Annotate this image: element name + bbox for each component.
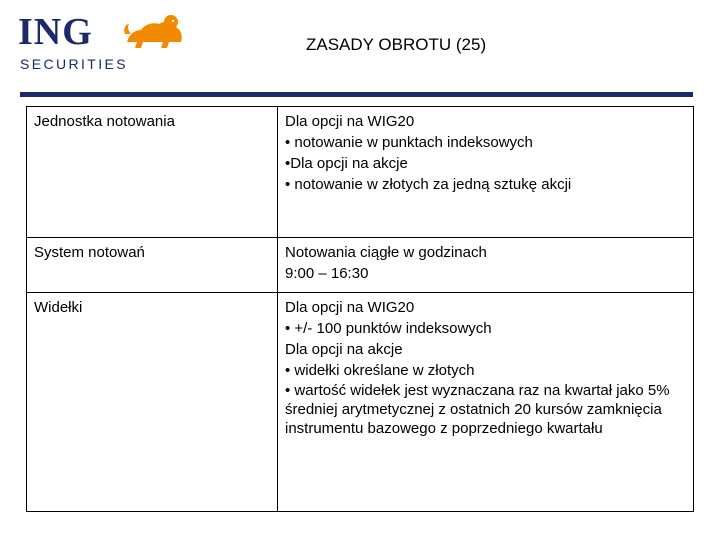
row-label: System notowań <box>27 238 278 293</box>
table-row <box>27 238 694 293</box>
value-line: •Dla opcji na akcje <box>285 155 408 172</box>
logo-brand: ING <box>18 11 93 53</box>
rules-table <box>26 106 694 512</box>
ing-securities-logo <box>18 12 178 72</box>
value-line: Dla opcji na akcje <box>285 341 403 358</box>
value-line: 9:00 – 16:30 <box>285 265 369 282</box>
lion-icon <box>123 12 185 48</box>
header-divider <box>20 92 693 97</box>
table-row <box>27 107 694 238</box>
value-line: • widełki określane w złotych <box>285 362 475 379</box>
row-value <box>278 107 694 238</box>
page-title: ZASADY OBROTU (25) <box>306 35 487 54</box>
table-row <box>27 293 694 512</box>
value-paragraph: • wartość widełek jest wyznaczana raz na kwartał jako 5% średniej arytmetycznej z ostatnich 20 kursów zamknięcia instrumentu bazowego z poprzedniego kwartału <box>285 382 670 437</box>
row-label: Widełki <box>27 293 278 512</box>
row-value <box>278 293 694 512</box>
value-line: Dla opcji na WIG20 <box>285 113 415 130</box>
logo-subtitle: SECURITIES <box>20 56 129 72</box>
value-line: • +/- 100 punktów indeksowych <box>285 320 492 337</box>
value-line: Notowania ciągłe w godzinach <box>285 244 487 261</box>
value-line: • notowanie w złotych za jedną sztukę akcji <box>285 176 572 193</box>
value-line: Dla opcji na WIG20 <box>285 299 415 316</box>
row-label: Jednostka notowania <box>27 107 278 238</box>
row-value <box>278 238 694 293</box>
value-line: • notowanie w punktach indeksowych <box>285 134 533 151</box>
